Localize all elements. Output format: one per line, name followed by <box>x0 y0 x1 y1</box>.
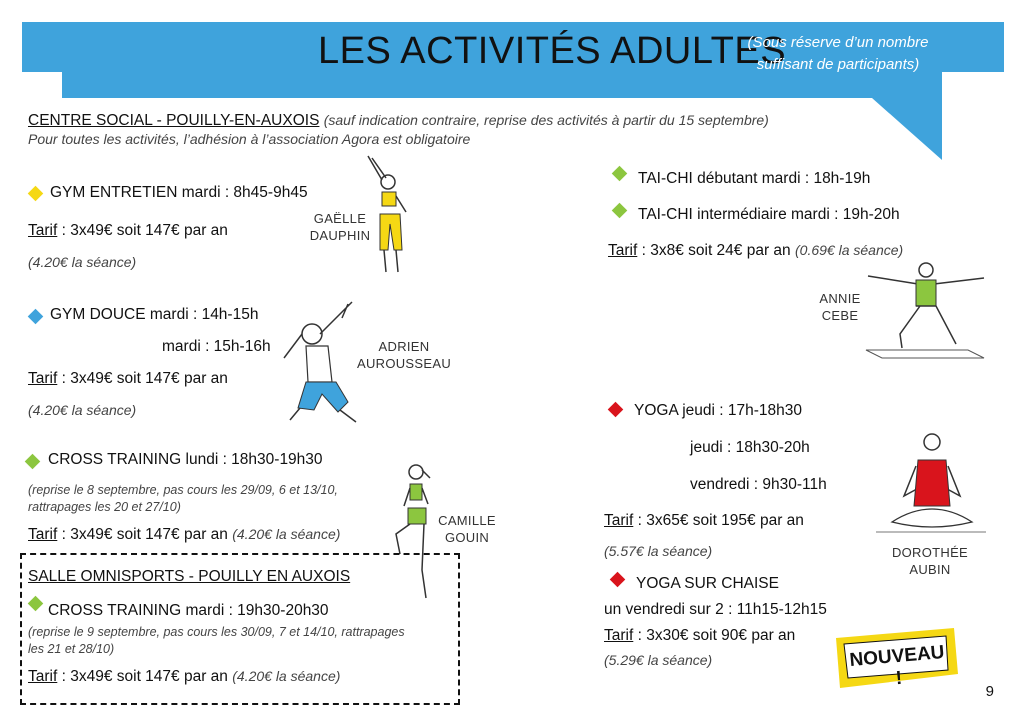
cross-training-note: (reprise le 8 septembre, pas cours les 29/09, 6 et 13/10, rattrapages les 20 et 27/10) <box>28 483 338 514</box>
green-diamond-icon <box>612 203 628 219</box>
yoga-chaise-schedule: un vendredi sur 2 : 11h15-12h15 <box>604 601 827 618</box>
tarif-value: : 3x49€ soit 147€ par an <box>57 526 228 543</box>
salle-cross-training-note: (reprise le 9 septembre, pas cours les 30/09, 7 et 14/10, rattrapages les 21 et 28/10) <box>28 625 405 656</box>
yoga-label3: vendredi : 9h30-11h <box>690 476 827 493</box>
page-title: LES ACTIVITÉS ADULTES <box>318 30 787 72</box>
gym-douce-label: GYM DOUCE mardi : 14h-15h <box>50 306 259 323</box>
centre-heading <box>28 112 769 130</box>
gym-entretien-label: GYM ENTRETIEN mardi : 8h45-9h45 <box>50 184 308 201</box>
tarif-value: : 3x8€ soit 24€ par an <box>637 242 791 259</box>
green-diamond-icon <box>25 454 41 470</box>
tarif-value: : 3x49€ soit 147€ par an <box>57 370 228 387</box>
tarif-seance: (0.69€ la séance) <box>795 242 904 258</box>
salle-name: SALLE OMNISPORTS - POUILLY EN AUXOIS <box>28 568 351 585</box>
tarif-word: Tarif <box>604 512 634 529</box>
yoga-label: YOGA jeudi : 17h-18h30 <box>634 402 803 419</box>
tarif-word: Tarif <box>28 526 58 543</box>
yoga-tarif <box>604 512 804 530</box>
tarif-value: : 3x30€ soit 90€ par an <box>633 627 796 644</box>
taichi-intermediaire-label: TAI-CHI intermédiaire mardi : 19h-20h <box>638 206 900 223</box>
green-diamond-icon <box>612 166 628 182</box>
tarif-value: : 3x65€ soit 195€ par an <box>633 512 804 529</box>
coach-last-name: AUROUSSEAU <box>356 356 452 371</box>
gym-douce-seance: (4.20€ la séance) <box>28 402 137 418</box>
availability-note <box>718 32 958 76</box>
coach-name <box>432 512 502 546</box>
coach-first-name: GAËLLE <box>313 211 367 226</box>
coach-last-name: AUBIN <box>909 562 951 577</box>
jumping-man-illustration <box>278 298 368 424</box>
taichi-tarif <box>608 242 903 260</box>
salle-cross-training-tarif <box>28 668 340 686</box>
nouveau-badge-text: NOUVEAU ! <box>848 641 946 690</box>
gym-douce-label2: mardi : 15h-16h <box>162 338 271 355</box>
red-diamond-icon <box>610 572 626 588</box>
tarif-seance: (4.20€ la séance) <box>232 668 341 684</box>
coach-first-name: CAMILLE <box>438 513 496 528</box>
tarif-value: : 3x49€ soit 147€ par an <box>57 668 228 685</box>
availability-note-line2: suffisant de participants) <box>756 56 920 73</box>
taichi-debutant-label: TAI-CHI débutant mardi : 18h-19h <box>638 170 871 187</box>
yoga-chaise-label: YOGA SUR CHAISE <box>636 575 779 592</box>
tarif-word: Tarif <box>28 222 58 239</box>
cross-training-label: CROSS TRAINING lundi : 18h30-19h30 <box>48 451 323 468</box>
yoga-chaise-tarif <box>604 627 795 645</box>
coach-first-name: ADRIEN <box>378 339 430 354</box>
salle-cross-training-label: CROSS TRAINING mardi : 19h30-20h30 <box>48 602 329 619</box>
red-diamond-icon <box>608 402 624 418</box>
coach-first-name: ANNIE <box>819 291 861 306</box>
tarif-word: Tarif <box>608 242 638 259</box>
coach-first-name: DOROTHÉE <box>891 545 969 560</box>
coach-last-name: GOUIN <box>444 530 490 545</box>
centre-name: CENTRE SOCIAL - POUILLY-EN-AUXOIS <box>28 112 320 129</box>
yoga-chaise-seance: (5.29€ la séance) <box>604 652 713 668</box>
gym-entretien-seance: (4.20€ la séance) <box>28 254 137 270</box>
tarif-seance: (4.20€ la séance) <box>232 526 341 542</box>
coach-last-name: CEBE <box>821 308 859 323</box>
yoga-seance: (5.57€ la séance) <box>604 543 713 559</box>
page-number: 9 <box>985 683 994 700</box>
tarif-word: Tarif <box>604 627 634 644</box>
tarif-word: Tarif <box>28 370 58 387</box>
tarif-value: : 3x49€ soit 147€ par an <box>57 222 228 239</box>
meditating-woman-illustration <box>876 426 986 536</box>
taichi-woman-illustration <box>864 258 988 362</box>
tarif-word: Tarif <box>28 668 58 685</box>
membership-note: Pour toutes les activités, l’adhésion à l’association Agora est obligatoire <box>28 131 471 147</box>
gym-entretien-tarif <box>28 222 228 240</box>
nouveau-badge <box>830 626 960 690</box>
availability-note-line1: (Sous réserve d’un nombre <box>747 34 929 51</box>
cross-training-tarif <box>28 526 340 544</box>
yoga-label2: jeudi : 18h30-20h <box>690 439 810 456</box>
coach-name <box>810 290 870 324</box>
stretching-woman-illustration <box>360 150 416 278</box>
coach-name <box>888 544 972 578</box>
centre-remark: (sauf indication contraire, reprise des activités à partir du 15 septembre) <box>323 112 769 128</box>
blue-diamond-icon <box>28 309 44 325</box>
yellow-diamond-icon <box>28 186 44 202</box>
gym-douce-tarif <box>28 370 228 388</box>
coach-last-name: DAUPHIN <box>309 228 371 243</box>
